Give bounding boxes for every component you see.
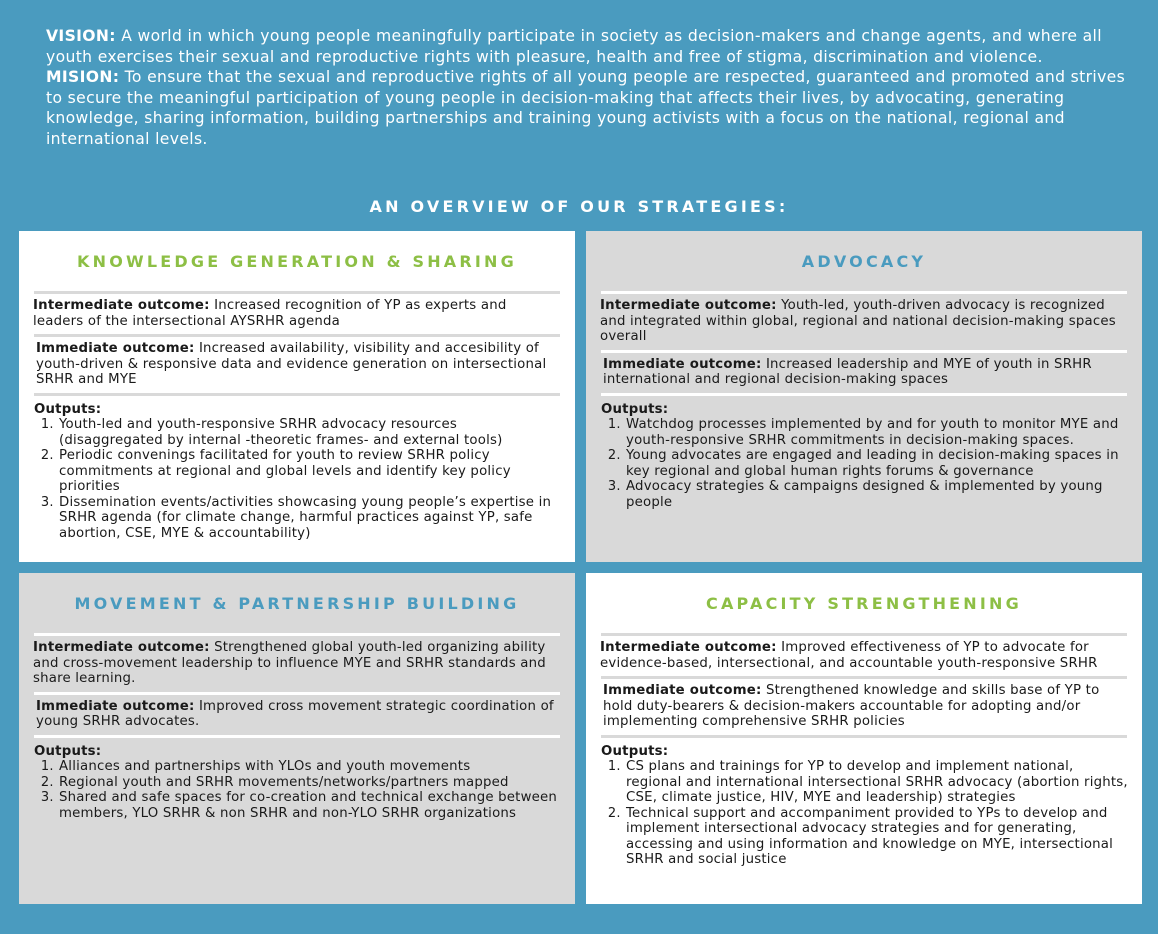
card-title: MOVEMENT & PARTNERSHIP BUILDING [74, 594, 520, 613]
card-title: CAPACITY STRENGTHENING [706, 594, 1022, 613]
intermediate-text: Youth-led, youth-driven advocacy is recognized and integrated within global, regional and national decision-making spaces overall [600, 298, 1116, 344]
immediate-text: Increased availability, visibility and accesibility of youth-driven & responsive data and evidence generation on intersectional SRHR and MYE [36, 341, 547, 387]
intermediate-label: Intermediate outcome: [600, 640, 777, 655]
outputs-label: Outputs: [34, 743, 102, 759]
immediate-text: Improved cross movement strategic coordination of young SRHR advocates. [36, 698, 554, 729]
list-item: 1. Watchdog processes implemented by and for youth to monitor MYE and youth-responsive SRHR commitments in decision-making spaces. [625, 417, 1128, 448]
intermediate-label: Intermediate outcome: [33, 298, 210, 313]
vision-text: A world in which young people meaningfully participate in society as decision-makers and change agents, and where all youth exercises their sexual and reproductive rights with pleasure, health and free of stigma, discrimination and violence. [46, 27, 1102, 66]
intermediate-label: Intermediate outcome: [33, 640, 210, 655]
intermediate-text: Improved effectiveness of YP to advocate for evidence-based, intersectional, and accountable youth-responsive SRHR [600, 640, 1098, 671]
outputs-list [601, 759, 1128, 868]
list-item: 2. Regional youth and SRHR movements/networks/partners mapped [58, 775, 561, 791]
card-title: ADVOCACY [801, 252, 927, 271]
intermediate-outcome [600, 294, 1128, 350]
outputs [33, 396, 561, 542]
immediate-outcome [600, 679, 1128, 735]
immediate-label: Immediate outcome: [603, 683, 762, 698]
intermediate-outcome [600, 636, 1128, 676]
outputs-list [34, 417, 561, 541]
intermediate-label: Intermediate outcome: [600, 298, 777, 313]
list-item: 1. CS plans and trainings for YP to develop and implement national, regional and international intersectional SRHR advocacy (abortion rights, CSE, climate justice, HIV, MYE and leadership) strategies [625, 759, 1128, 806]
list-item: 3. Dissemination events/activities showcasing young people’s expertise in SRHR agenda (for climate change, harmful practices against YP, safe abortion, CSE, MYE & accountability) [58, 495, 561, 542]
vision-label: VISION: [46, 27, 116, 45]
list-item: 2. Technical support and accompaniment provided to YPs to develop and implement intersectional advocacy strategies and for generating, accessing and using information and knowledge on MYE, intersectional SRHR and social justice [625, 806, 1128, 868]
list-item: 3. Advocacy strategies & campaigns designed & implemented by young people [625, 479, 1128, 510]
immediate-outcome [600, 353, 1128, 393]
immediate-text: Increased leadership and MYE of youth in SRHR international and regional decision-making spaces [603, 356, 1092, 387]
outputs-list [601, 417, 1128, 510]
outputs-label: Outputs: [34, 401, 102, 417]
list-item: 1. Alliances and partnerships with YLOs and youth movements [58, 759, 561, 775]
outputs-label: Outputs: [601, 743, 669, 759]
mision-label: MISION: [46, 68, 120, 86]
intro-text [46, 26, 1131, 149]
mision-text: To ensure that the sexual and reproductive rights of all young people are respected, guaranteed and promoted and strives to secure the meaningful participation of young people in decision-making that affects their lives, by advocating, generating knowledge, sharing information, building partnerships and training young activists with a focus on the national, regional and international levels. [46, 68, 1126, 148]
outputs-label: Outputs: [601, 401, 669, 417]
outputs [600, 738, 1128, 868]
immediate-outcome [33, 337, 561, 393]
immediate-outcome [33, 695, 561, 735]
card-movement-partnership [19, 573, 575, 904]
intermediate-text: Increased recognition of YP as experts and leaders of the intersectional AYSRHR agenda [33, 298, 507, 329]
intermediate-text: Strengthened global youth-led organizing ability and cross-movement leadership to influence MYE and SRHR standards and share learning. [33, 640, 546, 686]
card-title: KNOWLEDGE GENERATION & SHARING [77, 252, 517, 271]
card-advocacy [586, 231, 1142, 562]
outputs [600, 396, 1128, 511]
list-item: 1. Youth-led and youth-responsive SRHR advocacy resources (disaggregated by internal -theoretic frames- and external tools) [58, 417, 561, 448]
card-knowledge-generation [19, 231, 575, 562]
list-item: 2. Young advocates are engaged and leading in decision-making spaces in key regional and global human rights forums & governance [625, 448, 1128, 479]
card-capacity-strengthening [586, 573, 1142, 904]
list-item: 2. Periodic convenings facilitated for youth to review SRHR policy commitments at regional and global levels and identify key policy priorities [58, 448, 561, 495]
immediate-label: Immediate outcome: [36, 698, 195, 714]
mision-paragraph [46, 67, 1131, 149]
list-item: 3. Shared and safe spaces for co-creation and technical exchange between members, YLO SRHR & non SRHR and non-YLO SRHR organizations [58, 790, 561, 821]
immediate-text: Strengthened knowledge and skills base of YP to hold duty-bearers & decision-makers accountable for adopting and/or implementing comprehensive SRHR policies [603, 683, 1100, 729]
intermediate-outcome [33, 294, 561, 334]
vision-paragraph [46, 26, 1131, 67]
outputs-list [34, 759, 561, 821]
overview-title: AN OVERVIEW OF OUR STRATEGIES: [369, 197, 789, 216]
intermediate-outcome [33, 636, 561, 692]
outputs [33, 738, 561, 822]
immediate-label: Immediate outcome: [36, 341, 195, 356]
immediate-label: Immediate outcome: [603, 356, 762, 372]
